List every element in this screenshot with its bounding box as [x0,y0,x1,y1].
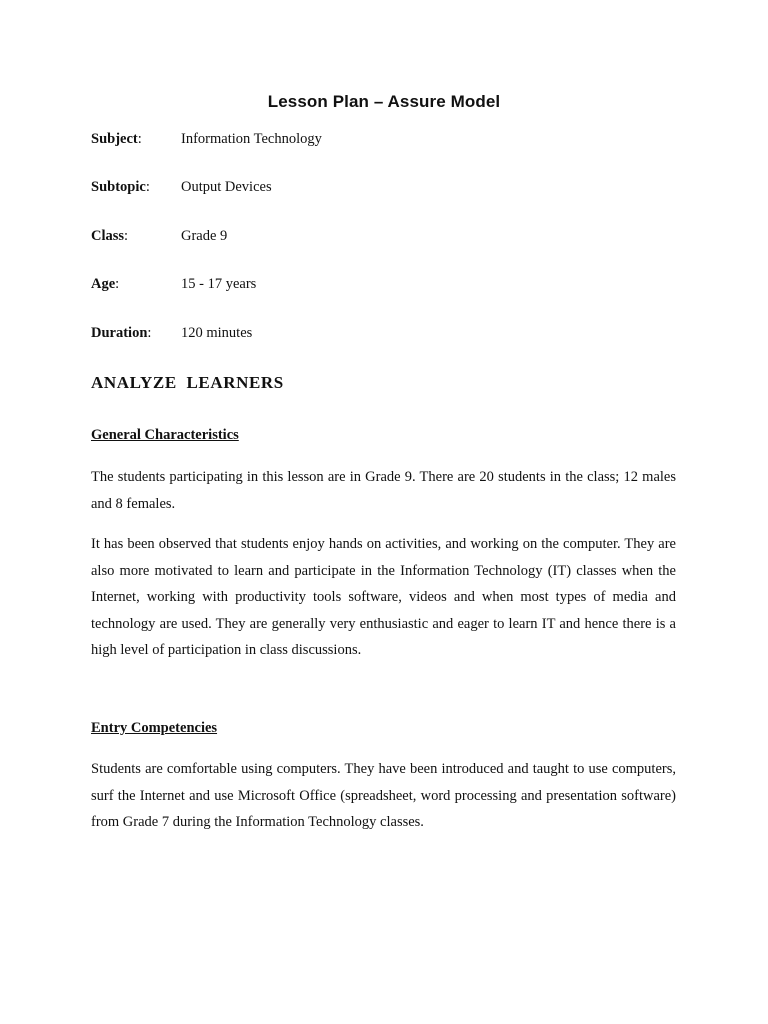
meta-value: Grade 9 [181,228,228,244]
meta-label [91,226,128,246]
meta-label-text: Duration [91,325,148,341]
entry-paragraph-1: Students are comfortable using computers. They have been introduced and taught to use computers, surf the Internet and use Microsoft Office (spreadsheet, word processing and presentation software) from Grade 7 during the Information Technology classes. [91,761,676,830]
meta-label [91,177,150,197]
document-title: Lesson Plan – Assure Model [267,92,501,111]
meta-label-text: Subject [91,131,138,147]
meta-value: 15 - 17 years [181,276,257,292]
meta-separator: : [115,276,120,292]
general-paragraph-2: It has been observed that students enjoy hands on activities, and working on the computer. They are also more motivated to learn and participate in the Information Technology (IT) classes when the Internet, working with productivity tools software, videos and when most types of media and technology are used. They are generally very enthusiastic and eager to learn IT and hence there is a high level of participation in class discussions. [91,536,676,658]
meta-separator: : [137,131,142,147]
section-heading: ANALYZE LEARNERS [91,373,284,392]
meta-separator: : [147,325,152,341]
meta-label-text: Class [91,228,125,244]
meta-separator: : [145,179,150,195]
meta-label [91,274,119,294]
meta-label [91,129,142,149]
general-paragraph-1: The students participating in this lesson are in Grade 9. There are 20 students in the class; 12 males and 8 females. [91,469,676,512]
meta-label-text: Subtopic [91,179,146,195]
meta-value: 120 minutes [181,325,253,341]
meta-separator: : [124,228,129,244]
entry-competencies-heading: Entry Competencies [91,720,218,736]
meta-value: Output Devices [181,179,272,195]
meta-label [91,323,151,343]
general-characteristics-heading: General Characteristics [91,427,239,443]
meta-value: Information Technology [181,131,322,147]
meta-label-text: Age [91,276,116,292]
